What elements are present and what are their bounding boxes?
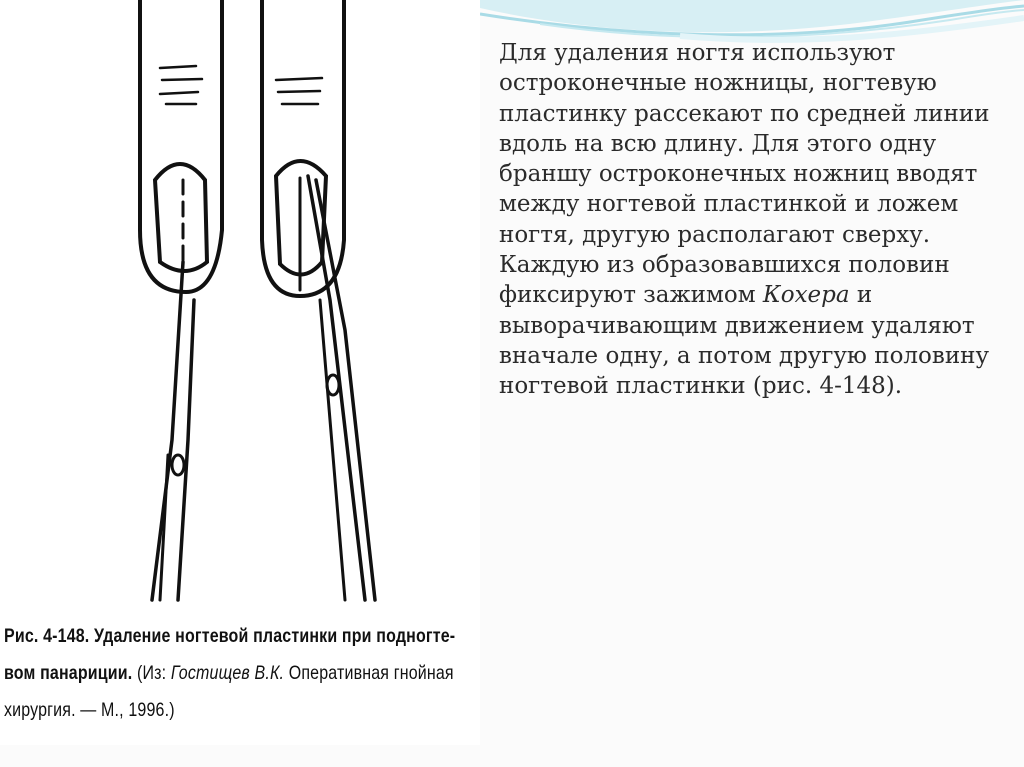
- body-paragraph: [499, 38, 999, 402]
- caption-source-prefix: (Из:: [132, 662, 171, 684]
- figure-caption: [4, 618, 480, 729]
- caption-label: Рис. 4-148. Удаление ногтевой пластинки при подногте-вом панариции.: [4, 625, 456, 684]
- body-text-emphasis: Кохера: [762, 282, 850, 309]
- figure-illustration: [0, 0, 480, 745]
- caption-author: Гостищев В.К.: [170, 662, 285, 684]
- caption-source-rest: Оперативная гнойная хирургия. — М., 1996.): [4, 662, 454, 721]
- body-text-before: Для удаления ногтя используют остроконечные ножницы, ногтевую пластинку рассекают по средней линии вдоль на всю длину. Для этого одну браншу остроконечных ножниц вводят между ногтевой пластинкой и ложем ногтя, другую располагают сверху. Каждую из образовавшихся половин фиксируют зажимом: [499, 40, 990, 309]
- body-text-after: и выворачивающим движением удаляют вначале одну, а потом другую половину ногтевой пластинки (рис. 4-148).: [499, 282, 990, 400]
- fingers-scissors-drawing: [0, 0, 480, 610]
